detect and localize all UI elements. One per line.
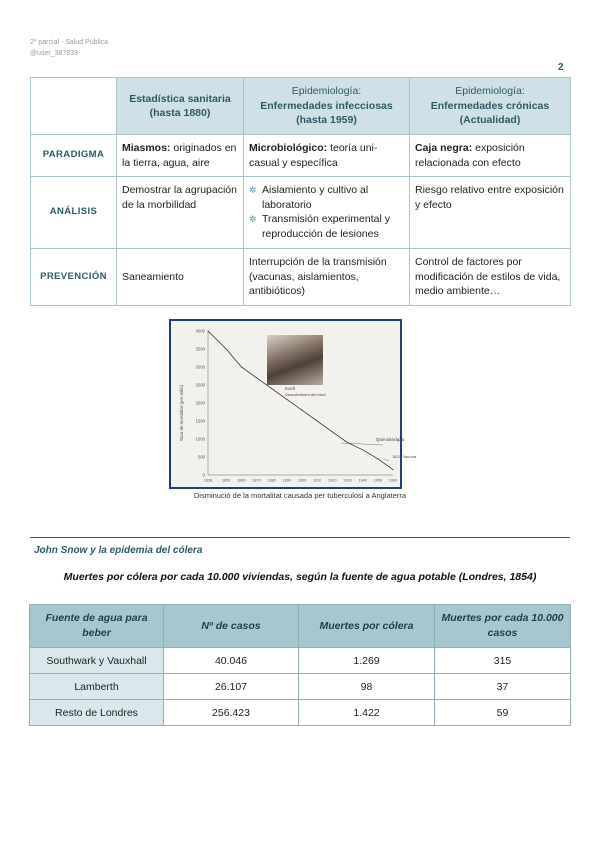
data-point — [362, 449, 363, 450]
x-tick-label: 1910 — [312, 478, 322, 483]
list-item: ✲ Transmisión experimental y reproducción de lesiones — [249, 213, 390, 240]
y-tick-label: 1500 — [195, 418, 205, 424]
y-tick-label: 500 — [198, 454, 205, 460]
x-tick-label: 1940 — [358, 478, 367, 483]
header-muertes: Muertes por cólera — [299, 605, 435, 648]
data-point — [302, 410, 303, 411]
data-point — [286, 399, 287, 400]
koch-photo — [267, 335, 323, 385]
header-fuente: Fuente de agua para beber — [30, 605, 164, 648]
x-tick-label: 1880 — [267, 478, 276, 483]
x-tick-label: 1960 — [388, 478, 398, 483]
row-analisis — [31, 177, 571, 249]
row-label-analisis: ANÁLISIS — [31, 177, 117, 249]
row-rate: 59 — [435, 700, 571, 726]
bcg-annotation: BCG Vacuna — [393, 454, 417, 459]
table-row — [30, 700, 571, 726]
cell-prevencion-estadistica: Saneamiento — [117, 249, 244, 306]
row-source: Resto de Londres — [30, 700, 164, 726]
cholera-table — [29, 604, 571, 726]
row-prevencion — [31, 249, 571, 306]
row-cases: 256.423 — [164, 700, 299, 726]
page-number: 2 — [558, 62, 564, 73]
bcg-leader-line — [384, 459, 389, 461]
cell-paradigma-infecciosas: Microbiológico: teoría uni-casual y específica — [244, 135, 410, 177]
y-tick-label: 0 — [202, 472, 205, 478]
data-point — [241, 367, 242, 368]
data-point — [377, 458, 378, 459]
photo-sub-annotation: Descobriment del bacil — [285, 392, 326, 397]
page-header — [30, 37, 108, 59]
y-tick-label: 3500 — [195, 346, 205, 352]
x-tick-label: 1900 — [297, 478, 307, 483]
cell-paradigma-estadistica: Miasmos: originados en la tierra, agua, aire — [117, 135, 244, 177]
row-label-prevencion: PREVENCIÓN — [31, 249, 117, 306]
asterisk-bullet-icon: ✲ — [249, 214, 257, 224]
chemo-leader-line — [341, 443, 383, 445]
table-row — [30, 674, 571, 700]
y-tick-label: 2000 — [195, 400, 205, 406]
paradigm-header-row — [31, 78, 571, 135]
photo-annotation: Koch — [285, 386, 296, 391]
row-rate: 37 — [435, 674, 571, 700]
x-tick-label: 1890 — [282, 478, 292, 483]
row-label-paradigma: PARADIGMA — [31, 135, 117, 177]
cell-paradigma-cronicas: Caja negra: exposición relacionada con efecto — [410, 135, 571, 177]
data-point — [208, 331, 209, 332]
row-deaths: 1.269 — [299, 648, 435, 674]
cell-analisis-infecciosas — [244, 177, 410, 249]
header-course: 2º parcial - Salud Pública — [30, 39, 109, 46]
x-tick-label: 1870 — [252, 478, 261, 483]
row-cases: 40.046 — [164, 648, 299, 674]
table-row — [30, 648, 571, 674]
data-point — [271, 388, 272, 389]
x-tick-label: 1930 — [343, 478, 352, 483]
cell-analisis-cronicas: Riesgo relativo entre exposición y efecto — [410, 177, 571, 249]
figure-caption: Disminució de la mortalitat causada per tuberculosi a Anglaterra — [193, 491, 407, 500]
x-tick-label: 1950 — [373, 478, 383, 483]
x-tick-label: 1920 — [328, 478, 337, 483]
cell-analisis-estadistica: Demostrar la agrupación de la morbilidad — [117, 177, 244, 249]
column-header-estadistica: Estadística sanitaria (hasta 1880) — [117, 78, 244, 135]
chemo-annotation: Quimioteràpia — [376, 437, 405, 442]
blank-corner-cell — [31, 78, 117, 135]
data-point — [226, 349, 227, 350]
row-paradigma — [31, 135, 571, 177]
row-rate: 315 — [435, 648, 571, 674]
data-point — [256, 377, 257, 378]
list-item: ✲ Aislamiento y cultivo al laboratorio — [249, 184, 369, 211]
section-title: John Snow y la epidemia del cólera — [34, 545, 203, 556]
paradigm-table — [30, 77, 571, 306]
column-header-cronicas: Epidemiología: Enfermedades crónicas (Actualidad) — [410, 78, 571, 135]
section-divider — [30, 537, 570, 538]
cell-prevencion-infecciosas: Interrupción de la transmisión (vacunas, aislamientos, antibióticos) — [244, 249, 410, 306]
y-tick-label: 1000 — [195, 436, 205, 442]
x-tick-label: 1838 — [203, 478, 213, 483]
data-point — [393, 469, 394, 470]
data-point — [317, 421, 318, 422]
row-deaths: 1.422 — [299, 700, 435, 726]
y-tick-label: 3000 — [195, 364, 205, 370]
data-point — [332, 431, 333, 432]
cell-prevencion-cronicas: Control de factores por modificación de estilos de vida, medio ambiente… — [410, 249, 571, 306]
y-axis-label: Taxa de mortalitat (per milió) — [179, 384, 184, 442]
row-source: Lamberth — [30, 674, 164, 700]
header-user: @user_387839 — [30, 50, 78, 57]
asterisk-bullet-icon: ✲ — [249, 185, 257, 195]
y-tick-label: 4000 — [195, 328, 205, 334]
x-tick-label: 1860 — [237, 478, 246, 483]
header-muertes-10000: Muertes por cada 10.000 casos — [435, 605, 571, 648]
row-source: Southwark y Vauxhall — [30, 648, 164, 674]
cholera-header-row — [30, 605, 571, 648]
table-title: Muertes por cólera por cada 10.000 viviendas, según la fuente de agua potable (Londres, 1854) — [63, 571, 537, 583]
column-header-infecciosas: Epidemiología: Enfermedades infecciosas (hasta 1959) — [244, 78, 410, 135]
row-deaths: 98 — [299, 674, 435, 700]
y-tick-label: 2500 — [195, 382, 205, 388]
x-tick-label: 1850 — [221, 478, 231, 483]
header-casos: Nº de casos — [164, 605, 299, 648]
tuberculosis-figure — [169, 319, 417, 489]
data-point — [347, 442, 348, 443]
row-cases: 26.107 — [164, 674, 299, 700]
